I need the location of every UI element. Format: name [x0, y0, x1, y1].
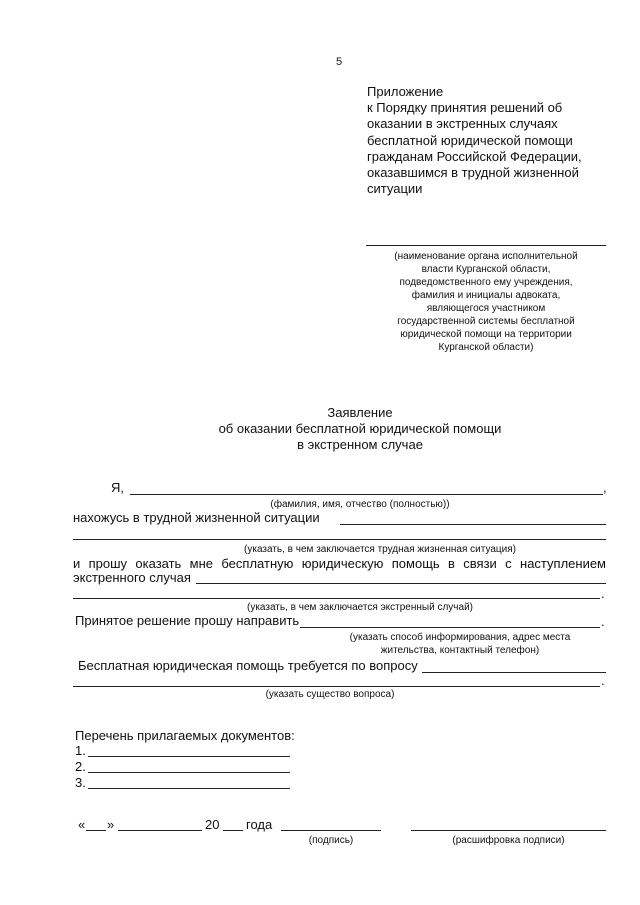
emergency-hint: (указать, в чем заключается экстренный случай): [247, 602, 473, 613]
documents-heading: Перечень прилагаемых документов:: [75, 728, 295, 743]
decision-hint-line: (указать способ информирования, адрес места: [349, 632, 571, 643]
date-year-prefix: 20: [205, 817, 220, 832]
emergency-field-line[interactable]: [196, 583, 606, 584]
ya-label: Я,: [111, 480, 124, 495]
addressee-hint-line: являющегося участником: [426, 303, 546, 314]
decision-hint: [335, 631, 585, 657]
document-item-number: 2.: [75, 759, 86, 774]
document-field-line-1[interactable]: [88, 756, 290, 757]
date-year-word: года: [246, 817, 273, 832]
date-year-field[interactable]: [223, 830, 243, 831]
signature-decoding-field-line[interactable]: [411, 830, 606, 831]
emergency-field-line-2[interactable]: [73, 598, 600, 599]
addressee-hint-line: Курганской области): [438, 342, 534, 353]
document-item-number: 1.: [75, 743, 86, 758]
addressee-hint-line: государственной системы бесплатной: [397, 316, 575, 327]
addressee-hint: [370, 250, 602, 354]
annex-line: бесплатной юридической помощи: [367, 132, 573, 148]
fio-field-line[interactable]: [130, 494, 603, 495]
signature-field-line[interactable]: [281, 830, 381, 831]
document-title: [150, 405, 570, 453]
decision-field-line[interactable]: [300, 627, 600, 628]
decision-hint-line: жительства, контактный телефон): [380, 645, 540, 656]
situation-label: нахожусь в трудной жизненной ситуации: [73, 510, 320, 525]
question-field-line-2[interactable]: [73, 686, 600, 687]
document-item-number: 3.: [75, 775, 86, 790]
emergency-period: .: [601, 586, 605, 601]
date-close-quote: »: [107, 817, 115, 832]
annex-line: Приложение: [367, 84, 444, 99]
date-day-field[interactable]: [86, 830, 106, 831]
situation-field-line-2[interactable]: [73, 539, 606, 540]
addressee-field-line[interactable]: [366, 245, 606, 246]
question-hint: (указать существо вопроса): [265, 689, 395, 700]
addressee-hint-line: подведомственного ему учреждения,: [399, 277, 573, 288]
addressee-hint-line: (наименование органа исполнительной: [394, 251, 578, 262]
question-field-line[interactable]: [422, 672, 606, 673]
annex-header: [367, 84, 582, 197]
title-line: об оказании бесплатной юридической помощи: [218, 421, 502, 436]
request-line: и прошу оказать мне бесплатную юридическую помощь в связи с наступлением: [73, 556, 606, 571]
addressee-hint-line: юридической помощи на территории: [400, 329, 572, 340]
decision-label: Принятое решение прошу направить: [75, 613, 300, 628]
fio-comma: ,: [603, 480, 607, 495]
title-line: Заявление: [327, 405, 393, 420]
page-number: 5: [336, 56, 343, 68]
date-open-quote: «: [78, 817, 86, 832]
date-month-field[interactable]: [118, 830, 202, 831]
annex-line: оказании в экстренных случаях: [367, 116, 558, 132]
question-label: Бесплатная юридическая помощь требуется по вопросу: [78, 658, 418, 673]
emergency-label: экстренного случая: [73, 570, 191, 585]
signature-hint: (подпись): [308, 835, 354, 846]
addressee-hint-line: власти Курганской области,: [421, 264, 551, 275]
addressee-hint-line: фамилия и инициалы адвоката,: [411, 290, 561, 301]
title-line: в экстренном случае: [297, 437, 423, 452]
signature-decoding-hint: (расшифровка подписи): [452, 835, 565, 846]
situation-hint: (указать, в чем заключается трудная жизненная ситуация): [244, 544, 516, 555]
annex-line: к Порядку принятия решений об: [367, 100, 563, 116]
document-field-line-3[interactable]: [88, 788, 290, 789]
situation-field-line[interactable]: [340, 524, 606, 525]
annex-line: оказавшимся в трудной жизненной: [367, 165, 579, 181]
annex-line: ситуации: [367, 181, 423, 197]
decision-period: .: [601, 614, 605, 629]
annex-line: гражданам Российской Федерации,: [367, 148, 582, 164]
fio-hint: (фамилия, имя, отчество (полностью)): [270, 499, 450, 510]
question-period: .: [601, 673, 605, 688]
document-field-line-2[interactable]: [88, 772, 290, 773]
